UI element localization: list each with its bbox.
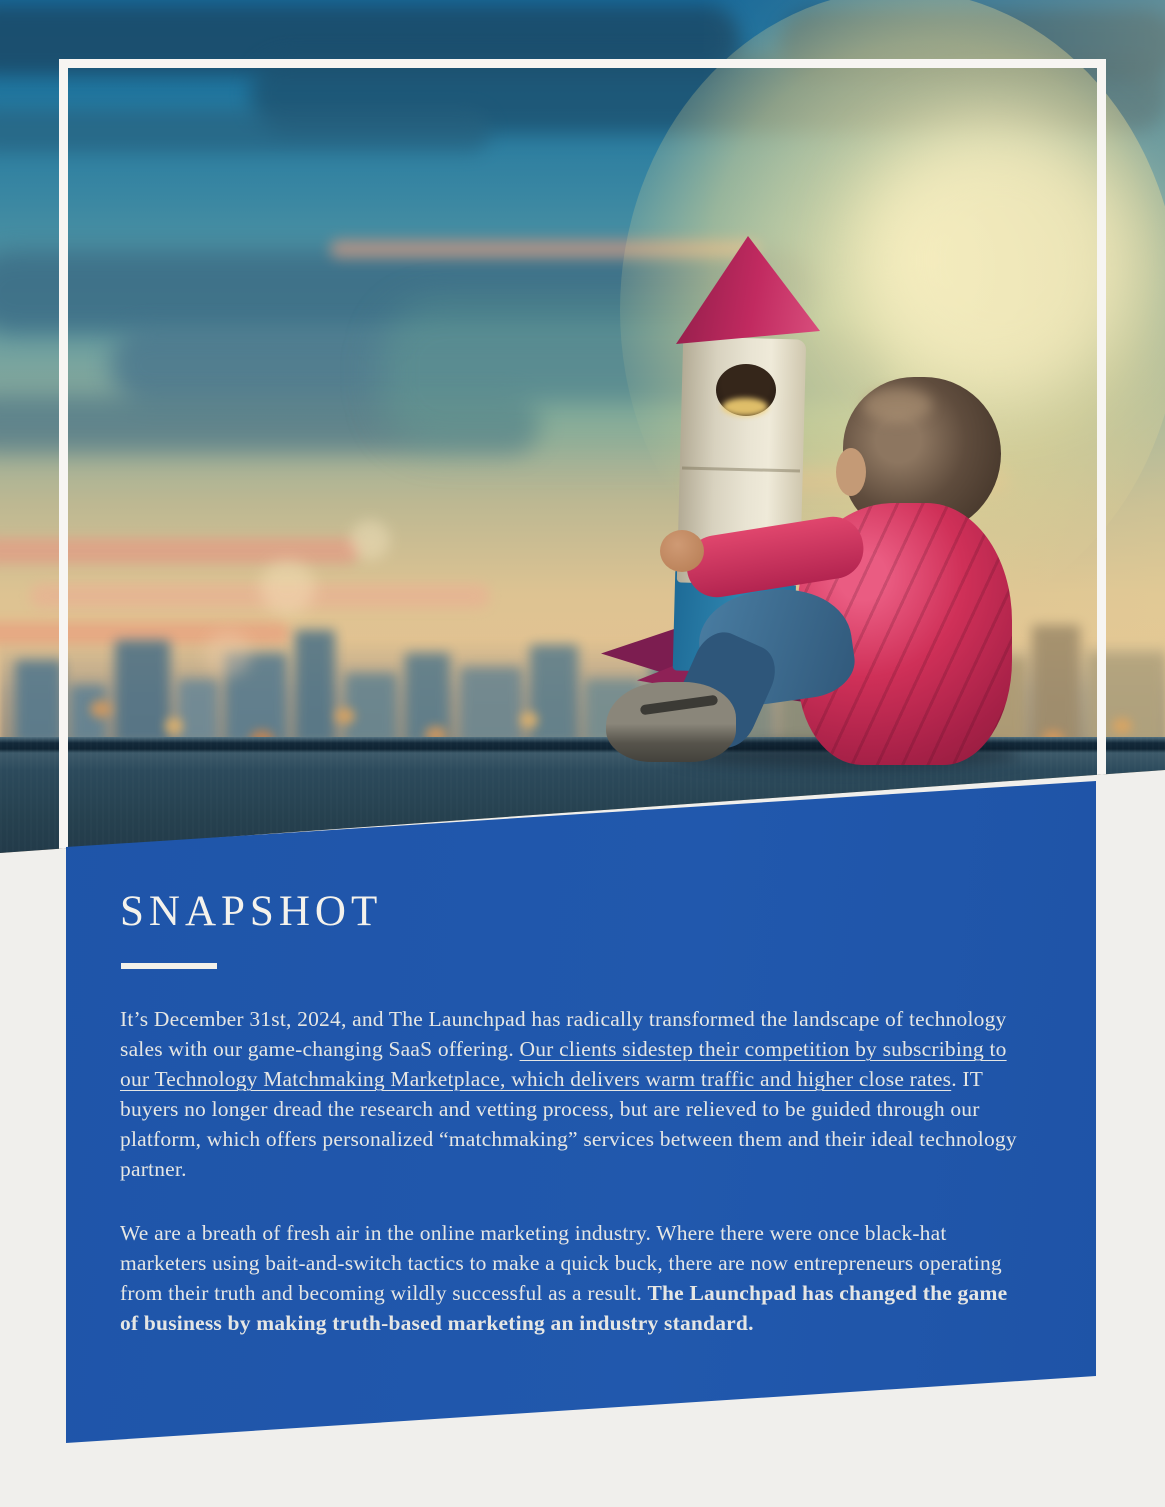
paragraph-text: It’s December 31st, 2024, and The Launchpad has radically transformed the landscape of technology sales with our game-changing SaaS offering. <box>120 1007 1007 1061</box>
underlined-text: Our clients sidestep their competition by subscribing to our Technology Matchmaking Marketplace, which delivers warm traffic and higher close rates <box>120 1037 1007 1091</box>
building-silhouette <box>15 660 63 745</box>
section-title: SNAPSHOT <box>120 888 383 935</box>
city-light <box>1112 718 1132 734</box>
paragraph-text: . IT buyers no longer dread the research and vetting process, but are relieved to be guided through our platform, which offers personalized “matchmaking” services between them and their ideal technology partner. <box>120 1067 1017 1181</box>
paragraph-text: We are a breath of fresh air in the online marketing industry. Where there were once black-hat marketers using bait-and-switch tactics to make a quick buck, there are now entrepreneurs operating from their truth and becoming wildly successful as a result. <box>120 1221 1002 1305</box>
bold-text: The Launchpad has changed the game of business by making truth-based marketing an industry standard. <box>120 1281 1008 1335</box>
body-paragraph-2 <box>120 1218 1018 1338</box>
title-underline-rule <box>121 963 217 969</box>
body-paragraph-1 <box>120 1004 1018 1184</box>
body-copy <box>120 1004 1018 1338</box>
